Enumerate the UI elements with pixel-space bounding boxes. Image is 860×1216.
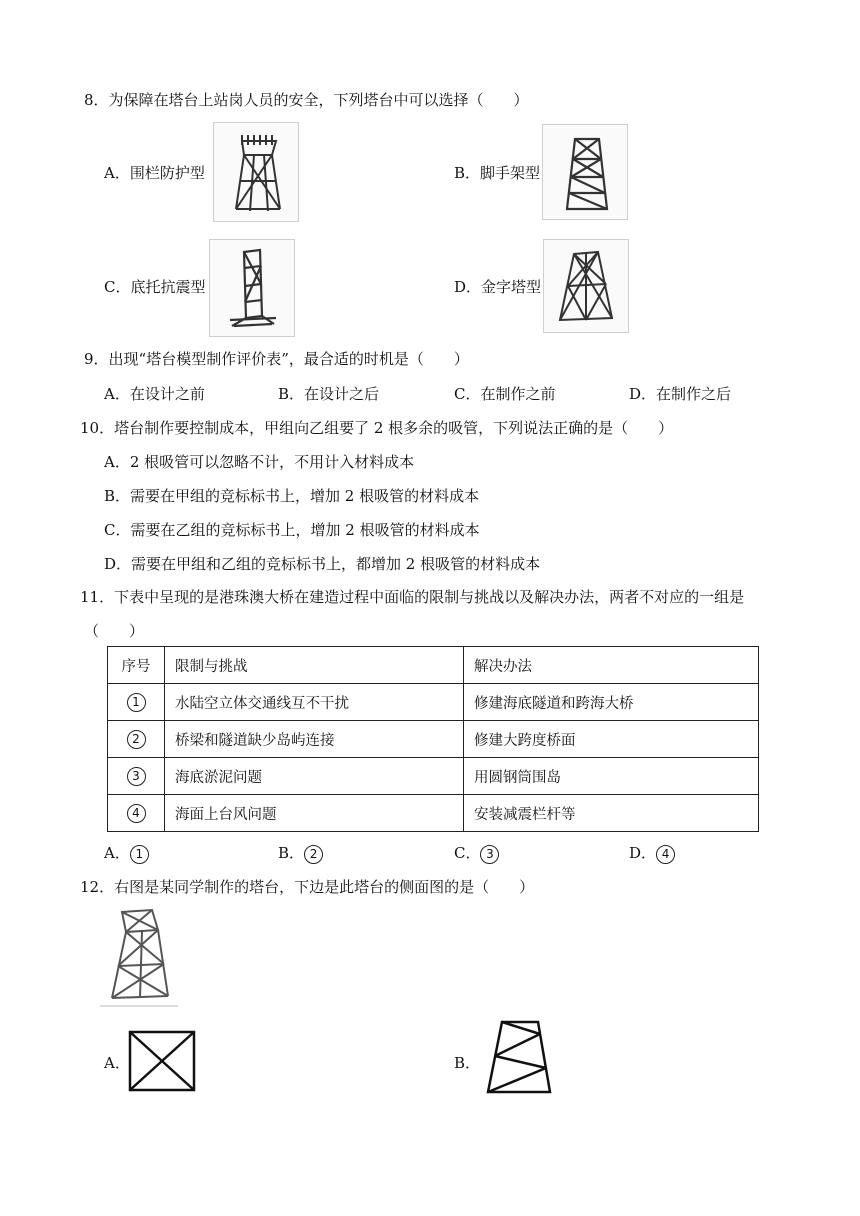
q9-stem: 9．出现“塔台模型制作评价表”，最合适的时机是（ ） — [84, 350, 469, 368]
option-label: B． — [278, 385, 305, 403]
option-text: 在设计之后 — [304, 385, 380, 403]
table-cell: 海面上台风问题 — [165, 795, 464, 832]
option-label: C． — [104, 521, 131, 539]
table-cell: 修建大跨度桥面 — [464, 721, 759, 758]
option-label: A． — [104, 164, 130, 182]
option-label: D． — [454, 278, 482, 296]
table-cell: 海底淤泥问题 — [165, 758, 464, 795]
option-label: C． — [104, 278, 131, 296]
option-text: 在制作之前 — [480, 385, 556, 403]
q8-stem: 8．为保障在塔台上站岗人员的安全，下列塔台中可以选择（ ） — [84, 91, 529, 109]
table-cell: 修建海底隧道和跨海大桥 — [464, 684, 759, 721]
student-tower-image — [100, 904, 178, 1008]
q12-stem: 12．右图是某同学制作的塔台，下边是此塔台的侧面图的是（ ） — [80, 878, 535, 896]
table-cell: 水陆空立体交通线互不干扰 — [165, 684, 464, 721]
table-cell: 用圆钢筒围岛 — [464, 758, 759, 795]
table-row — [108, 795, 759, 832]
side-view-a-diagram — [128, 1030, 196, 1092]
table-cell: 桥梁和隧道缺少岛屿连接 — [165, 721, 464, 758]
tower-base-image — [209, 239, 295, 337]
q9-option-a — [104, 383, 205, 404]
q11-option-c — [454, 842, 499, 864]
option-label: C． — [454, 844, 481, 862]
q8-option-d — [454, 276, 541, 297]
q10-option-d — [104, 553, 540, 574]
option-number: 4 — [656, 845, 675, 864]
challenge-table — [107, 646, 759, 832]
row-number: 4 — [127, 804, 146, 823]
option-label: B． — [454, 164, 481, 182]
row-number: 2 — [127, 730, 146, 749]
q9-option-d — [629, 383, 731, 404]
option-label: D． — [104, 555, 132, 573]
option-label: C． — [454, 385, 481, 403]
q11-option-d — [629, 842, 675, 864]
option-number: 1 — [130, 845, 149, 864]
option-text: 金字塔型 — [481, 278, 542, 296]
option-label: B． — [454, 1054, 481, 1072]
option-text: 2 根吸管可以忽略不计，不用计入材料成本 — [129, 453, 415, 471]
option-text: 需要在甲组的竞标标书上，增加 2 根吸管的材料成本 — [130, 487, 480, 505]
q8-option-c — [104, 276, 206, 297]
q12-option-a — [104, 1052, 130, 1073]
tower-railing-image — [213, 122, 299, 222]
option-label: A． — [104, 1054, 130, 1072]
option-label: D． — [629, 385, 657, 403]
option-label: B． — [278, 844, 305, 862]
row-number: 3 — [127, 767, 146, 786]
table-row — [108, 758, 759, 795]
q10-stem: 10．塔台制作要控制成本，甲组向乙组要了 2 根多余的吸管，下列说法正确的是（ ） — [80, 419, 674, 437]
option-text: 围栏防护型 — [129, 164, 205, 182]
option-text: 脚手架型 — [480, 164, 541, 182]
option-label: A． — [104, 453, 130, 471]
q11-stem: 11．下表中呈现的是港珠澳大桥在建造过程中面临的限制与挑战以及解决办法，两者不对应的一组是 — [80, 588, 745, 606]
side-view-b-diagram — [484, 1018, 554, 1096]
option-text: 底托抗震型 — [130, 278, 206, 296]
option-number: 2 — [304, 845, 323, 864]
table-row — [108, 684, 759, 721]
q9-option-c — [454, 383, 556, 404]
q11-option-b — [278, 842, 323, 864]
q12-option-b — [454, 1052, 480, 1073]
q11-stem-blank: （ ） — [84, 622, 145, 640]
tower-scaffold-image — [542, 124, 628, 220]
q10-option-c — [104, 519, 480, 540]
option-text: 需要在甲组和乙组的竞标标书上，都增加 2 根吸管的材料成本 — [131, 555, 541, 573]
q10-option-a — [104, 451, 414, 472]
option-label: D． — [629, 844, 657, 862]
table-header: 序号 — [108, 647, 165, 684]
option-label: A． — [104, 844, 130, 862]
table-header-row — [108, 647, 759, 684]
option-label: A． — [104, 385, 130, 403]
table-header: 限制与挑战 — [165, 647, 464, 684]
q8-option-a — [104, 162, 205, 183]
row-number: 1 — [127, 693, 146, 712]
q9-option-b — [278, 383, 379, 404]
table-cell: 安装减震栏杆等 — [464, 795, 759, 832]
tower-pyramid-image — [543, 239, 629, 333]
q11-option-a — [104, 842, 149, 864]
option-text: 在设计之前 — [129, 385, 205, 403]
q10-option-b — [104, 485, 479, 506]
table-row — [108, 721, 759, 758]
q8-option-b — [454, 162, 540, 183]
table-header: 解决办法 — [464, 647, 759, 684]
option-number: 3 — [480, 845, 499, 864]
option-text: 在制作之后 — [656, 385, 732, 403]
option-text: 需要在乙组的竞标标书上，增加 2 根吸管的材料成本 — [130, 521, 480, 539]
option-label: B． — [104, 487, 131, 505]
